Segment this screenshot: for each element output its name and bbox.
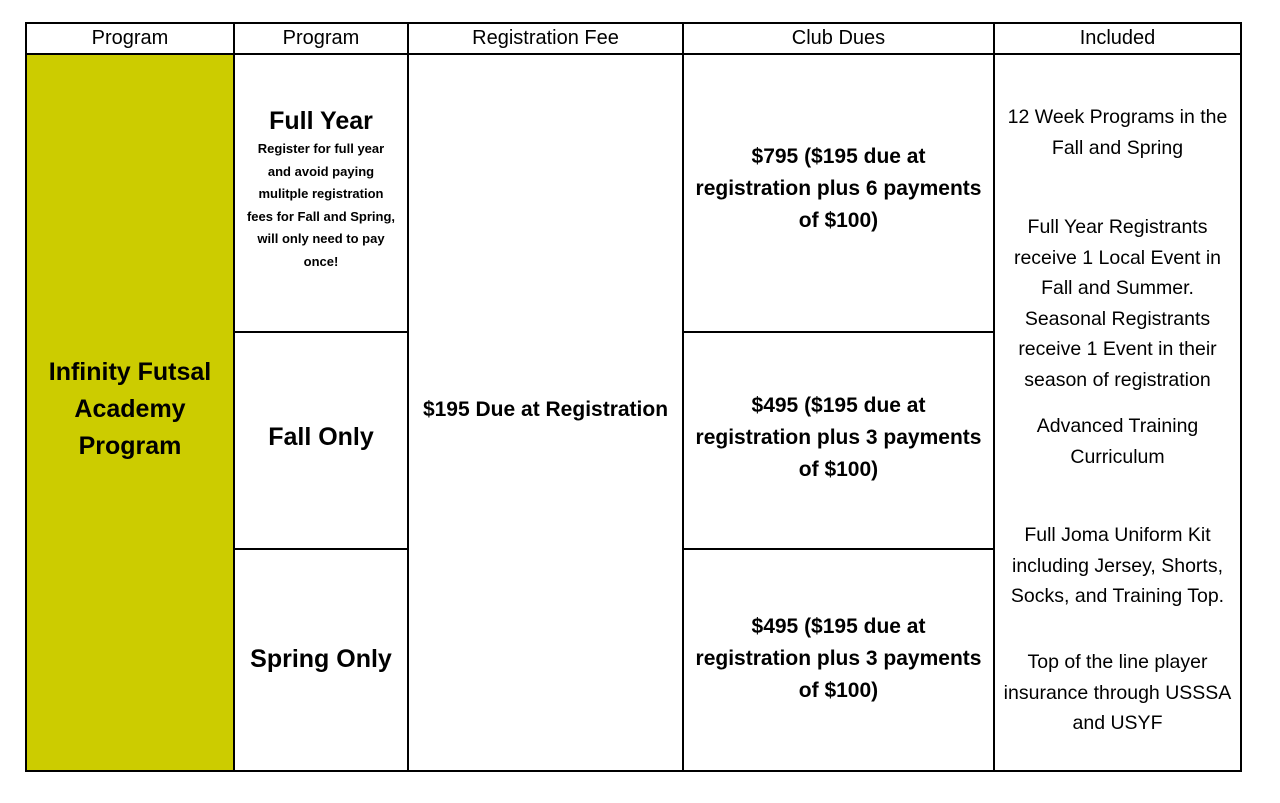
registration-fee-text: $195 Due at Registration xyxy=(422,397,669,421)
included-line: 12 Week Programs in the xyxy=(1007,106,1228,128)
club-dues-full-year xyxy=(684,55,995,333)
header-program-type xyxy=(235,24,409,55)
header-label: Program xyxy=(91,27,169,49)
dues-line: of $100) xyxy=(798,679,879,702)
program-name-line: Academy xyxy=(74,394,186,423)
dues-line: $495 ($195 due at xyxy=(751,615,926,638)
note-line: once! xyxy=(303,253,339,269)
club-dues-fall-only xyxy=(684,333,995,550)
registration-fee-cell xyxy=(409,55,684,770)
note-line: and avoid paying xyxy=(267,163,375,179)
sub-program-title: Spring Only xyxy=(250,644,392,673)
dues-line: of $100) xyxy=(798,209,879,232)
included-item xyxy=(995,212,1240,395)
included-line: receive 1 Event in their xyxy=(1018,338,1217,360)
included-line: Advanced Training xyxy=(1036,415,1199,437)
note-line: mulitple registration xyxy=(258,186,384,201)
included-item xyxy=(995,411,1240,472)
header-label: Included xyxy=(1079,27,1156,49)
program-name-cell xyxy=(27,55,235,770)
included-item xyxy=(995,102,1240,163)
included-line: insurance through USSSA xyxy=(1003,681,1232,704)
header-label: Registration Fee xyxy=(472,27,619,49)
included-line: Socks, and Training Top. xyxy=(1010,585,1225,607)
note-line: Register for full year xyxy=(257,141,385,156)
dues-line: registration plus 3 payments xyxy=(695,426,982,449)
sub-program-note xyxy=(247,138,395,273)
included-line: Full Joma Uniform Kit xyxy=(1024,524,1211,546)
included-line: Full Year Registrants xyxy=(1027,216,1208,238)
included-item xyxy=(995,520,1240,612)
header-program xyxy=(27,24,235,55)
included-line: Fall and Summer. xyxy=(1041,277,1194,299)
sub-program-fall-only xyxy=(235,333,409,550)
included-line: Curriculum xyxy=(1070,445,1165,468)
program-name-line: Infinity Futsal xyxy=(48,357,212,386)
included-line: Seasonal Registrants xyxy=(1024,307,1211,330)
sub-program-full-year xyxy=(235,55,409,333)
header-label: Club Dues xyxy=(791,27,886,49)
dues-line: $495 ($195 due at xyxy=(751,394,926,417)
dues-line: registration plus 3 payments xyxy=(695,647,982,670)
sub-program-title: Full Year xyxy=(269,107,373,135)
header-registration-fee xyxy=(409,24,684,55)
header-label: Program xyxy=(282,27,360,49)
dues-line: $795 ($195 due at xyxy=(751,145,926,168)
included-item xyxy=(995,647,1240,739)
program-name-line: Program xyxy=(78,431,182,460)
included-line: including Jersey, Shorts, xyxy=(1012,554,1223,577)
included-line: and USYF xyxy=(1072,712,1163,734)
dues-line: of $100) xyxy=(798,458,879,481)
sub-program-title: Fall Only xyxy=(268,423,374,451)
dues-line: registration plus 6 payments xyxy=(695,177,982,200)
pricing-table xyxy=(25,22,1242,772)
club-dues-spring-only xyxy=(684,550,995,770)
note-line: fees for Fall and Spring, xyxy=(246,208,396,224)
included-line: season of registration xyxy=(1024,368,1211,391)
header-club-dues xyxy=(684,24,995,55)
included-line: Top of the line player xyxy=(1027,651,1208,673)
included-line: receive 1 Local Event in xyxy=(1013,246,1222,269)
note-line: will only need to pay xyxy=(257,231,385,246)
included-line: Fall and Spring xyxy=(1051,136,1184,159)
sub-program-spring-only xyxy=(235,550,409,770)
included-cell xyxy=(995,55,1240,770)
header-included xyxy=(995,24,1240,55)
